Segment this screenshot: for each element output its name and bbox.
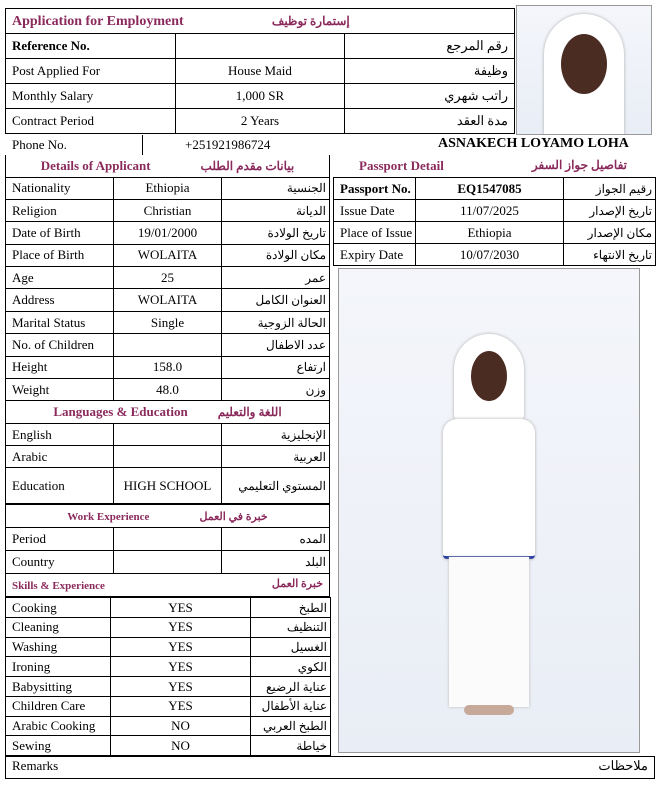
- value: YES: [111, 657, 251, 677]
- table-row: [6, 34, 515, 59]
- form-title-ar: إستمارة توظيف: [271, 13, 350, 28]
- label: Washing: [6, 637, 111, 657]
- label: Cleaning: [6, 618, 111, 638]
- table-row: [6, 84, 515, 109]
- label-ar: تاريخ الإصدار: [564, 200, 656, 222]
- label-ar: البلد: [222, 551, 330, 574]
- table-row: [6, 289, 330, 311]
- value: Single: [114, 311, 222, 333]
- value: YES: [111, 598, 251, 618]
- value: [175, 34, 345, 59]
- label-ar: التنظيف: [251, 618, 331, 638]
- value: 10/07/2030: [416, 244, 564, 266]
- work-title-ar: خبرة في العمل: [199, 511, 268, 524]
- label-ar: العربية: [222, 446, 330, 468]
- table-row: [6, 528, 330, 551]
- value: 158.0: [114, 356, 222, 378]
- label-ar: الديانة: [222, 199, 330, 221]
- work-header: [6, 505, 330, 528]
- label: Country: [6, 551, 114, 574]
- value: 2 Years: [175, 109, 345, 134]
- value: EQ1547085: [416, 178, 564, 200]
- details-header: [6, 155, 330, 177]
- table-row: [6, 177, 330, 199]
- table-row: [6, 677, 331, 697]
- phone-value: +251921986724: [185, 137, 271, 152]
- label-ar: العنوان الكامل: [222, 289, 330, 311]
- value: Christian: [114, 199, 222, 221]
- value: 11/07/2025: [416, 200, 564, 222]
- table-row: [6, 637, 331, 657]
- value: Ethiopia: [114, 177, 222, 199]
- label-ar: الجنسية: [222, 177, 330, 199]
- table-row: [334, 178, 656, 200]
- form-title-row: [6, 9, 515, 34]
- table-row: [6, 696, 331, 716]
- table-row: [6, 311, 330, 333]
- applicant-name: ASNAKECH LOYAMO LOHA: [438, 136, 629, 151]
- value: [114, 424, 222, 446]
- details-title-ar: بيانات مقدم الطلب: [200, 158, 295, 173]
- label-ar: مكان الإصدار: [564, 222, 656, 244]
- table-row: [6, 199, 330, 221]
- label: Arabic: [6, 446, 114, 468]
- label-ar: مكان الولادة: [222, 244, 330, 266]
- passport-header: [333, 155, 655, 177]
- value: WOLAITA: [114, 289, 222, 311]
- job-summary-table: [5, 8, 515, 134]
- label: Expiry Date: [334, 244, 416, 266]
- label-ar: الغسيل: [251, 637, 331, 657]
- work-title-en: Work Experience: [67, 511, 150, 524]
- label: Issue Date: [334, 200, 416, 222]
- label: Date of Birth: [6, 222, 114, 244]
- skills-title-en: Skills & Experience: [12, 580, 105, 593]
- value: 1,000 SR: [175, 84, 345, 109]
- table-row: [6, 657, 331, 677]
- table-row: [6, 736, 331, 756]
- label: Ironing: [6, 657, 111, 677]
- value: [114, 551, 222, 574]
- label-ar: الطبخ العربي: [251, 716, 331, 736]
- label: Period: [6, 528, 114, 551]
- label-ar: رقيم الجواز: [564, 178, 656, 200]
- label-ar: وزن: [222, 379, 330, 401]
- label-ar: رقم المرجع: [345, 34, 515, 59]
- applicant-full-body-photo: [338, 268, 640, 753]
- label: Age: [6, 267, 114, 289]
- label-ar: الكوي: [251, 657, 331, 677]
- label-ar: عدد الاطفال: [222, 334, 330, 356]
- label: Religion: [6, 199, 114, 221]
- label-ar: تاريخ الانتهاء: [564, 244, 656, 266]
- phone-label: Phone No.: [12, 137, 67, 152]
- value: YES: [111, 637, 251, 657]
- value: 48.0: [114, 379, 222, 401]
- label: Marital Status: [6, 311, 114, 333]
- table-row: [334, 200, 656, 222]
- languages-header: [6, 401, 330, 424]
- label-ar: تاريخ الولادة: [222, 222, 330, 244]
- passport-section: [333, 155, 655, 266]
- table-row: [6, 334, 330, 356]
- table-row: [6, 551, 330, 574]
- value: 25: [114, 267, 222, 289]
- label: Place of Birth: [6, 244, 114, 266]
- table-row: [6, 598, 331, 618]
- label: English: [6, 424, 114, 446]
- label: Contract Period: [6, 109, 176, 134]
- value: NO: [111, 736, 251, 756]
- value: [114, 334, 222, 356]
- label: Passport No.: [334, 178, 416, 200]
- table-row: [334, 244, 656, 266]
- label-ar: راتب شهري: [345, 84, 515, 109]
- table-row: [6, 222, 330, 244]
- details-title-en: Details of Applicant: [40, 157, 151, 173]
- value: YES: [111, 696, 251, 716]
- value: 19/01/2000: [114, 222, 222, 244]
- remarks-label-ar: ملاحظات: [598, 757, 648, 773]
- label: No. of Children: [6, 334, 114, 356]
- table-row: [6, 379, 330, 401]
- label-ar: خياطة: [251, 736, 331, 756]
- value: [114, 528, 222, 551]
- label: Cooking: [6, 598, 111, 618]
- table-row: [6, 59, 515, 84]
- label: Reference No.: [6, 34, 176, 59]
- label: Post Applied For: [6, 59, 176, 84]
- remarks-label: Remarks: [12, 757, 59, 773]
- table-row: [6, 244, 330, 266]
- value: [114, 446, 222, 468]
- languages-title-en: Languages & Education: [53, 404, 188, 420]
- label: Weight: [6, 379, 114, 401]
- form-title-en: Application for Employment: [12, 13, 184, 29]
- label: Address: [6, 289, 114, 311]
- label: Monthly Salary: [6, 84, 176, 109]
- label-ar: وظيفة: [345, 59, 515, 84]
- label: Children Care: [6, 696, 111, 716]
- label-ar: عمر: [222, 267, 330, 289]
- table-row: [6, 618, 331, 638]
- remarks-row: [5, 756, 655, 779]
- label-ar: ارتفاع: [222, 356, 330, 378]
- table-row: [6, 424, 330, 446]
- languages-title-ar: اللغة والتعليم: [217, 405, 282, 420]
- value: House Maid: [175, 59, 345, 84]
- passport-title-en: Passport Detail: [359, 158, 444, 173]
- label-ar: الطبخ: [251, 598, 331, 618]
- table-row: [6, 446, 330, 468]
- value: NO: [111, 716, 251, 736]
- label-ar: عناية الرضيع: [251, 677, 331, 697]
- skills-header: [6, 574, 330, 597]
- value: YES: [111, 618, 251, 638]
- label-ar: المده: [222, 528, 330, 551]
- table-row: [334, 222, 656, 244]
- value: Ethiopia: [416, 222, 564, 244]
- label: Babysitting: [6, 677, 111, 697]
- label-ar: الحالة الزوجية: [222, 311, 330, 333]
- label: Height: [6, 356, 114, 378]
- table-row: [6, 356, 330, 378]
- label-ar: عناية الأطفال: [251, 696, 331, 716]
- skills-title-ar: خبرة العمل: [271, 578, 323, 591]
- table-row: [6, 267, 330, 289]
- label-ar: مدة العقد: [345, 109, 515, 134]
- table-row: [6, 716, 331, 736]
- label-ar: الإنجليزية: [222, 424, 330, 446]
- table-row: [6, 468, 330, 504]
- value: YES: [111, 677, 251, 697]
- label-ar: المستوي التعليمي: [222, 468, 330, 504]
- label: Sewing: [6, 736, 111, 756]
- label: Nationality: [6, 177, 114, 199]
- label: Arabic Cooking: [6, 716, 111, 736]
- table-row: [6, 109, 515, 134]
- label: Education: [6, 468, 114, 504]
- applicant-portrait-photo: [516, 5, 652, 135]
- value: HIGH SCHOOL: [114, 468, 222, 504]
- label: Place of Issue: [334, 222, 416, 244]
- value: WOLAITA: [114, 244, 222, 266]
- passport-title-ar: تفاصيل جواز السفر: [531, 158, 627, 172]
